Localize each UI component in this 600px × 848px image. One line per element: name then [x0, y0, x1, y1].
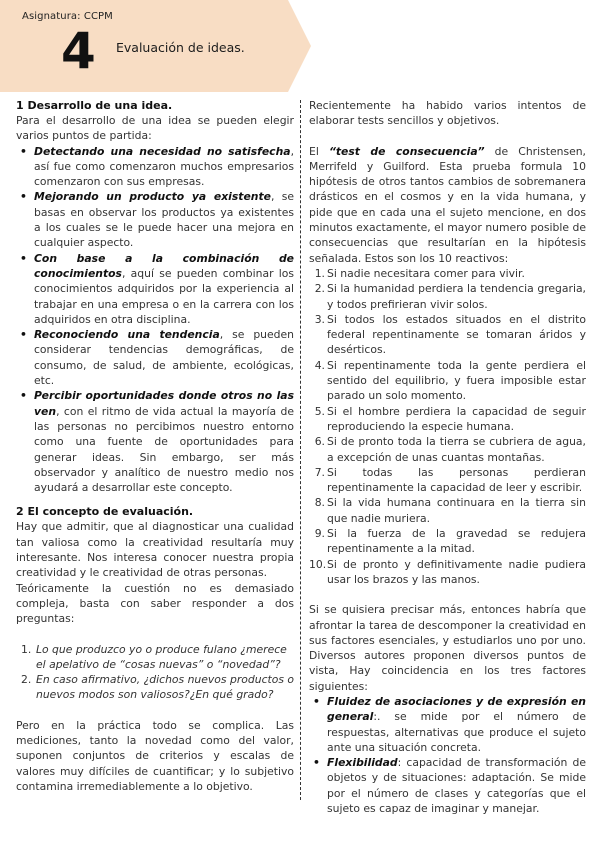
- item-number: 7.: [314, 465, 325, 479]
- item-text: , se basas en observar los productos ya existentes a los cuales se le puede hacer una mejora en cualquier aspecto.: [34, 190, 294, 250]
- item-number: 10.: [309, 557, 327, 571]
- list-item: [20, 189, 294, 250]
- bullet-icon: •: [20, 251, 27, 265]
- item-number: 4.: [314, 358, 325, 372]
- list-item: [314, 312, 586, 358]
- item-text: Si la vida humana continuara en la tierra sin que nadie muriera.: [327, 496, 586, 525]
- header-banner: [0, 0, 312, 92]
- list-item: [314, 358, 586, 404]
- item-term: Detectando una necesidad no satisfecha: [34, 144, 291, 158]
- item-text: : capacidad de transformación de objetos y de situaciones: adaptación. Se mide por el número de clases y categorías que el sujeto es capaz de imaginar y manejar.: [327, 756, 586, 816]
- section-1-heading: 1 Desarrollo de una idea.: [16, 99, 173, 112]
- list-item: [20, 388, 294, 495]
- item-number: 2.: [21, 673, 32, 687]
- list-item: [20, 144, 294, 190]
- item-text: Si nadie necesitara comer para vivir.: [327, 266, 525, 280]
- item-text: Lo que produzco yo o produce fulano ¿merece el apelativo de “cosas nuevas” o “novedad”?: [36, 642, 287, 671]
- list-item: [314, 434, 586, 465]
- list-item: [314, 266, 586, 281]
- unit-number: 4: [61, 22, 96, 80]
- item-text: Si repentinamente toda la gente perdiera el sentido del equilibrio, y fuera imposible estar parado un solo momento.: [327, 358, 586, 403]
- bullet-icon: •: [20, 389, 27, 403]
- item-text: Si la fuerza de la gravedad se redujera repentinamente a la mitad.: [327, 527, 586, 556]
- item-term: Flexibilidad: [327, 756, 398, 770]
- list-item: [21, 642, 294, 673]
- section-2-heading: 2 El concepto de evaluación.: [16, 505, 194, 519]
- section-2-paragraph-1: Hay que admitir, que al diagnosticar una cualidad tan valiosa como la creatividad resultaría muy interesante. Nos interesa conocer nuestra propia creatividad y le creatividad de otras personas.: [16, 520, 294, 580]
- item-text: Si de pronto toda la tierra se cubriera de agua, a excepción de unas cuantas montañas.: [327, 435, 586, 464]
- right-column: [309, 98, 586, 816]
- left-column: [16, 98, 294, 794]
- factors-list: [309, 694, 586, 816]
- item-text: Si todas las personas perdieran repentinamente la capacidad de leer y escribir.: [327, 465, 586, 495]
- item-term: Con base a la combinación de conocimientos: [34, 251, 294, 280]
- consequence-test-paragraph: [309, 144, 586, 266]
- item-text: Si el hombre perdiera la capacidad de seguir reproduciendo la especie humana.: [327, 404, 586, 433]
- list-item: [314, 404, 586, 435]
- item-number: 2.: [314, 282, 325, 296]
- bullet-icon: •: [313, 756, 320, 770]
- list-item: [314, 465, 586, 496]
- bullet-icon: •: [20, 328, 27, 342]
- bullet-icon: •: [20, 144, 27, 158]
- section-2-paragraph-2: Teóricamente la cuestión no es demasiado compleja, basta con saber responder a dos preguntas:: [16, 581, 294, 626]
- bullet-icon: •: [313, 694, 320, 708]
- item-number: 1.: [314, 266, 325, 280]
- unit-title: Evaluación de ideas.: [116, 40, 245, 55]
- column-divider: [300, 100, 301, 800]
- reactivos-list: [309, 266, 586, 587]
- text-fragment: de Christensen, Merrifeld y Guilford. Esta prueba formula 10 hipótesis de otros tantos cambios de sobremanera drásticos en el cosmos y en la vida humana, y pide que en cada una el sujeto mencione, en dos minutos exactamente, el mayor numero posible de consecuencias que resultarían en la hipótesis señalada. Estos son los 10 reactivos:: [309, 144, 586, 265]
- list-item: [21, 672, 295, 703]
- item-term: Percibir oportunidades donde otros no las ven: [34, 389, 294, 418]
- list-item: [314, 526, 586, 557]
- item-text: :. se mide por el número de respuestas, alternativas que produce el sujeto ante una situación concreta.: [327, 710, 586, 754]
- item-text: Si de pronto y definitivamente nadie pudiera usar los brazos y las manos.: [327, 557, 586, 586]
- subject-label: Asignatura: CCPM: [22, 11, 113, 22]
- factors-paragraph: Si se quisiera precisar más, entonces habría que afrontar la tarea de descomponer la creatividad en sus factores esenciales, y estudiarlos uno por uno. Diversos autores proponen diversos puntos de vista, Hay coincidencia en los tres factores siguientes:: [309, 603, 586, 693]
- text-fragment: El: [309, 144, 329, 158]
- list-item: [314, 281, 586, 312]
- tests-paragraph: Recientemente ha habido varios intentos de elaborar tests sencillos y objetivos.: [309, 99, 586, 128]
- item-text: Si todos los estados situados en el distrito federal repentinamente se tomaran áridos y desérticos.: [327, 312, 586, 357]
- item-text: , aquí se pueden combinar los conocimientos adquiridos por la experiencia al trabajar en una empresa o en la carrera con los adquiridos en otra disciplina.: [34, 266, 294, 326]
- item-number: 3.: [314, 312, 325, 326]
- item-number: 5.: [314, 404, 325, 418]
- bullet-icon: •: [20, 190, 27, 204]
- item-number: 9.: [314, 527, 325, 541]
- questions-list: [16, 642, 294, 703]
- item-number: 6.: [314, 435, 325, 449]
- item-term: Mejorando un producto ya existente: [34, 190, 271, 204]
- item-number: 8.: [314, 496, 325, 510]
- list-item: [20, 251, 294, 327]
- item-text: , así fue como comenzaron muchos empresarios comenzaron con sus empresas.: [34, 144, 294, 189]
- item-number: 1.: [21, 642, 32, 656]
- item-term: Fluidez de asociaciones y de expresión en general: [327, 694, 586, 724]
- item-text: , se pueden considerar tendencias demográficas, de consumo, de salud, de ambiente, ecológicas, etc.: [34, 328, 294, 388]
- test-name: “test de consecuencia”: [328, 144, 485, 158]
- list-item: [20, 327, 294, 388]
- section-1-intro: Para el desarrollo de una idea se pueden elegir varios puntos de partida:: [16, 114, 294, 143]
- item-term: Reconociendo una tendencia: [34, 328, 220, 342]
- item-text: Si la humanidad perdiera la tendencia gregaria, y todos prefirieran vivir solos.: [327, 282, 586, 311]
- item-text: En caso afirmativo, ¿dichos nuevos productos o nuevos modos son valiosos?¿En qué grado?: [36, 673, 295, 702]
- item-text: , con el ritmo de vida actual la mayoría de las personas no percibimos nuestro entorno como una fuente de oportunidades para generar ideas. Sin embargo, ser más observador y analítico de nuestro medio nos ayudará a desarrollar este concepto.: [34, 404, 294, 495]
- list-item: [314, 495, 586, 526]
- section-2-paragraph-3: Pero en la práctica todo se complica. Las mediciones, tanto la novedad como del valor, suponen conjuntos de criterios y escalas de valores muy difíciles de cuantificar; y lo subjetivo contamina irremediablemente a lo objetivo.: [16, 718, 294, 793]
- list-item: [313, 694, 586, 755]
- list-item: [313, 755, 586, 816]
- starting-points-list: [16, 144, 294, 496]
- list-item: [309, 557, 586, 588]
